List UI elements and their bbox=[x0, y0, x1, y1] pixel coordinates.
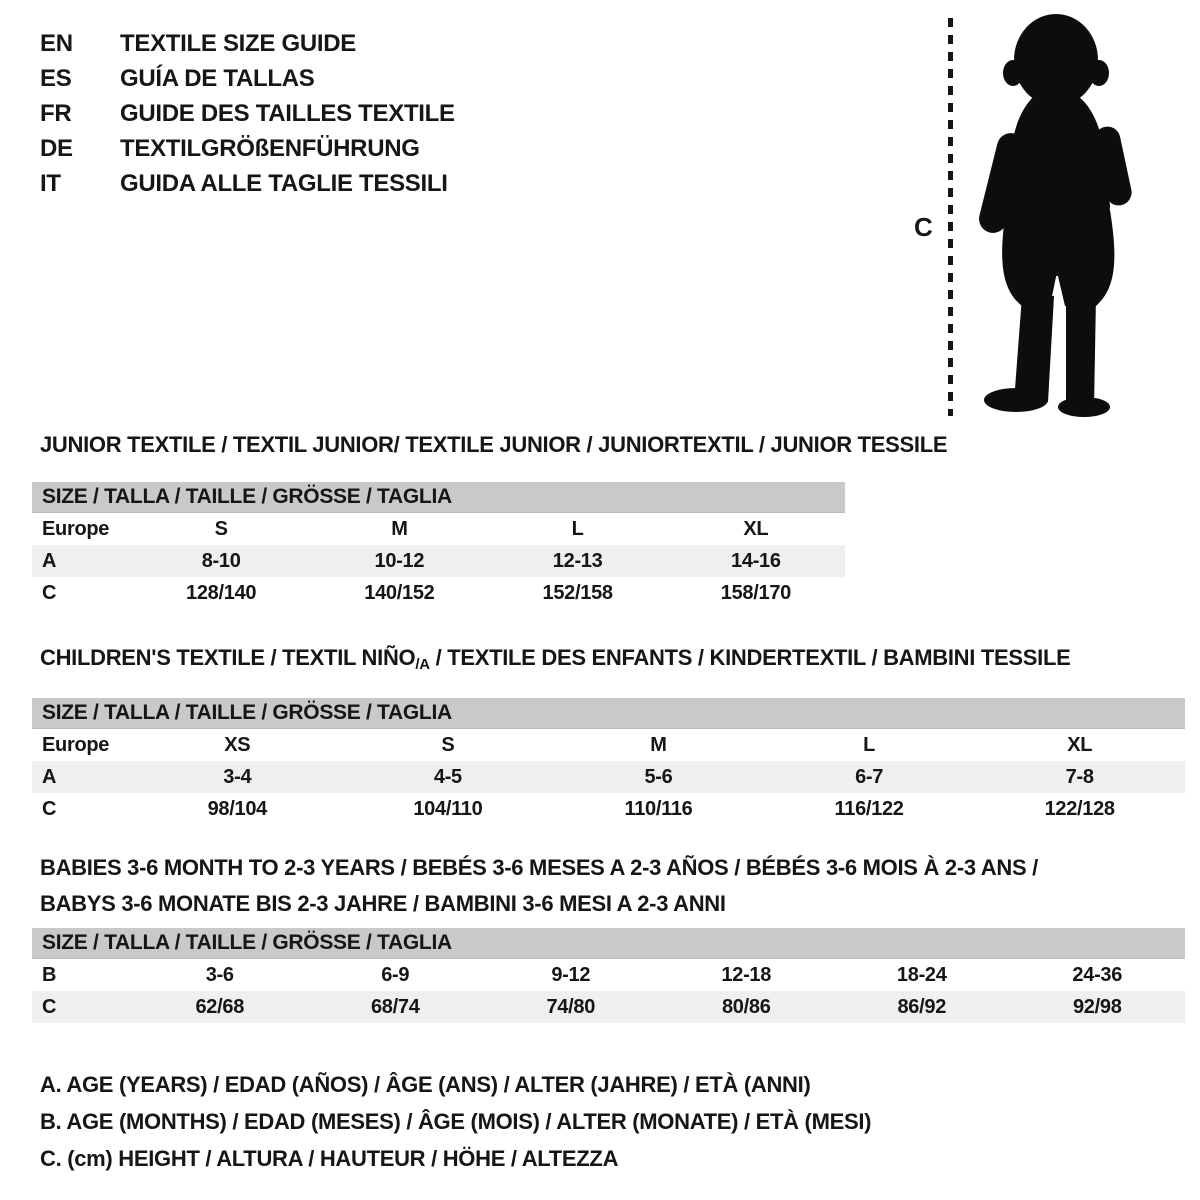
size-value: XS bbox=[224, 734, 251, 756]
row-label: Europe bbox=[42, 518, 110, 540]
lang-row-es bbox=[40, 61, 455, 96]
babies-section-title-line2: BABYS 3-6 MONATE BIS 2-3 JAHRE / BAMBINI 3-6 MESI A 2-3 ANNI bbox=[40, 891, 726, 916]
lang-label: TEXTILE SIZE GUIDE bbox=[120, 30, 356, 57]
height-measure-dashed-line bbox=[948, 18, 953, 416]
size-value: XL bbox=[1067, 734, 1093, 756]
size-value: L bbox=[571, 518, 584, 540]
lang-row-en bbox=[40, 26, 455, 61]
size-value: L bbox=[863, 734, 876, 756]
row-label: C bbox=[42, 996, 57, 1018]
lang-code: ES bbox=[40, 65, 72, 92]
months-value: 18-24 bbox=[896, 964, 947, 986]
months-value: 3-6 bbox=[205, 964, 234, 986]
age-value: 5-6 bbox=[644, 766, 673, 788]
lang-code: DE bbox=[40, 135, 73, 162]
height-value: 68/74 bbox=[370, 996, 420, 1018]
height-value: 110/116 bbox=[624, 798, 693, 820]
age-value: 10-12 bbox=[374, 550, 425, 572]
age-value: 14-16 bbox=[731, 550, 781, 572]
babies-row-height bbox=[32, 991, 1185, 1023]
row-label: A bbox=[42, 550, 57, 572]
lang-row-fr bbox=[40, 96, 455, 131]
lang-label: GUIDE DES TAILLES TEXTILE bbox=[120, 100, 455, 127]
height-measure-label: C bbox=[914, 212, 933, 242]
junior-row-age bbox=[32, 545, 845, 577]
height-value: 80/86 bbox=[721, 996, 771, 1018]
children-section-title bbox=[32, 645, 1185, 678]
months-value: 6-9 bbox=[381, 964, 410, 986]
age-value: 8-10 bbox=[201, 550, 241, 572]
row-label: B bbox=[42, 964, 57, 986]
row-label: Europe bbox=[42, 734, 110, 756]
legend-line-b: B. AGE (MONTHS) / EDAD (MESES) / ÂGE (MOIS) / ALTER (MONATE) / ETÀ (MESI) bbox=[40, 1109, 872, 1134]
height-value: 86/92 bbox=[897, 996, 947, 1018]
children-row-age bbox=[32, 761, 1185, 793]
row-label: A bbox=[42, 766, 57, 788]
junior-row-height bbox=[32, 577, 845, 609]
title-text: CHILDREN'S TEXTILE / TEXTIL NIÑO bbox=[40, 645, 416, 670]
lang-label: GUÍA DE TALLAS bbox=[120, 65, 315, 92]
size-value: M bbox=[391, 518, 408, 540]
legend-line-c: C. (cm) HEIGHT / ALTURA / HAUTEUR / HÖHE / ALTEZZA bbox=[40, 1146, 619, 1171]
junior-textile-section bbox=[32, 432, 948, 609]
age-value: 12-13 bbox=[552, 550, 603, 572]
title-text: / TEXTILE DES ENFANTS / KINDERTEXTIL / BAMBINI TESSILE bbox=[429, 645, 1071, 670]
junior-row-europe bbox=[32, 513, 845, 545]
babies-textile-section bbox=[32, 850, 1185, 1023]
measurement-legend bbox=[40, 1066, 871, 1177]
months-value: 24-36 bbox=[1072, 964, 1123, 986]
children-size-header: SIZE / TALLA / TAILLE / GRÖSSE / TAGLIA bbox=[32, 698, 1185, 729]
height-value: 116/122 bbox=[834, 798, 904, 820]
height-value: 92/98 bbox=[1072, 996, 1122, 1018]
size-value: XL bbox=[743, 518, 769, 540]
row-label: C bbox=[42, 798, 57, 820]
height-value: 140/152 bbox=[364, 582, 435, 604]
age-value: 6-7 bbox=[855, 766, 884, 788]
language-title-list bbox=[40, 26, 455, 201]
height-value: 98/104 bbox=[207, 798, 267, 820]
junior-section-title: JUNIOR TEXTILE / TEXTIL JUNIOR/ TEXTILE JUNIOR / JUNIORTEXTIL / JUNIOR TESSILE bbox=[40, 432, 948, 457]
height-value: 122/128 bbox=[1044, 798, 1115, 820]
height-value: 104/110 bbox=[413, 798, 483, 820]
children-row-europe bbox=[32, 729, 1185, 761]
lang-code: EN bbox=[40, 30, 73, 57]
height-value: 158/170 bbox=[720, 582, 791, 604]
legend-line-a: A. AGE (YEARS) / EDAD (AÑOS) / ÂGE (ANS) / ALTER (JAHRE) / ETÀ (ANNI) bbox=[40, 1072, 811, 1097]
title-subscript: /A bbox=[415, 656, 430, 673]
lang-row-de bbox=[40, 131, 455, 166]
months-value: 9-12 bbox=[551, 964, 591, 986]
children-row-height bbox=[32, 793, 1185, 825]
size-value: S bbox=[214, 518, 228, 540]
size-value: S bbox=[441, 734, 455, 756]
height-value: 62/68 bbox=[195, 996, 245, 1018]
height-value: 128/140 bbox=[186, 582, 257, 604]
age-value: 3-4 bbox=[223, 766, 252, 788]
lang-code: FR bbox=[40, 100, 72, 127]
row-label: C bbox=[42, 582, 57, 604]
babies-section-title-line1: BABIES 3-6 MONTH TO 2-3 YEARS / BEBÉS 3-6 MESES A 2-3 AÑOS / BÉBÉS 3-6 MOIS À 2-3 ANS / bbox=[40, 855, 1038, 880]
size-value: M bbox=[650, 734, 667, 756]
babies-row-months bbox=[32, 959, 1185, 991]
height-value: 152/158 bbox=[542, 582, 613, 604]
height-value: 74/80 bbox=[546, 996, 596, 1018]
lang-label: GUIDA ALLE TAGLIE TESSILI bbox=[120, 170, 448, 197]
months-value: 12-18 bbox=[721, 964, 772, 986]
junior-size-header: SIZE / TALLA / TAILLE / GRÖSSE / TAGLIA bbox=[32, 482, 845, 513]
lang-row-it bbox=[40, 166, 455, 201]
age-value: 7-8 bbox=[1065, 766, 1094, 788]
age-value: 4-5 bbox=[433, 766, 462, 788]
babies-size-header: SIZE / TALLA / TAILLE / GRÖSSE / TAGLIA bbox=[32, 928, 1185, 959]
children-textile-section bbox=[32, 645, 1185, 825]
toddler-silhouette bbox=[972, 10, 1142, 420]
lang-label: TEXTILGRÖßENFÜHRUNG bbox=[120, 135, 420, 162]
lang-code: IT bbox=[40, 170, 61, 197]
